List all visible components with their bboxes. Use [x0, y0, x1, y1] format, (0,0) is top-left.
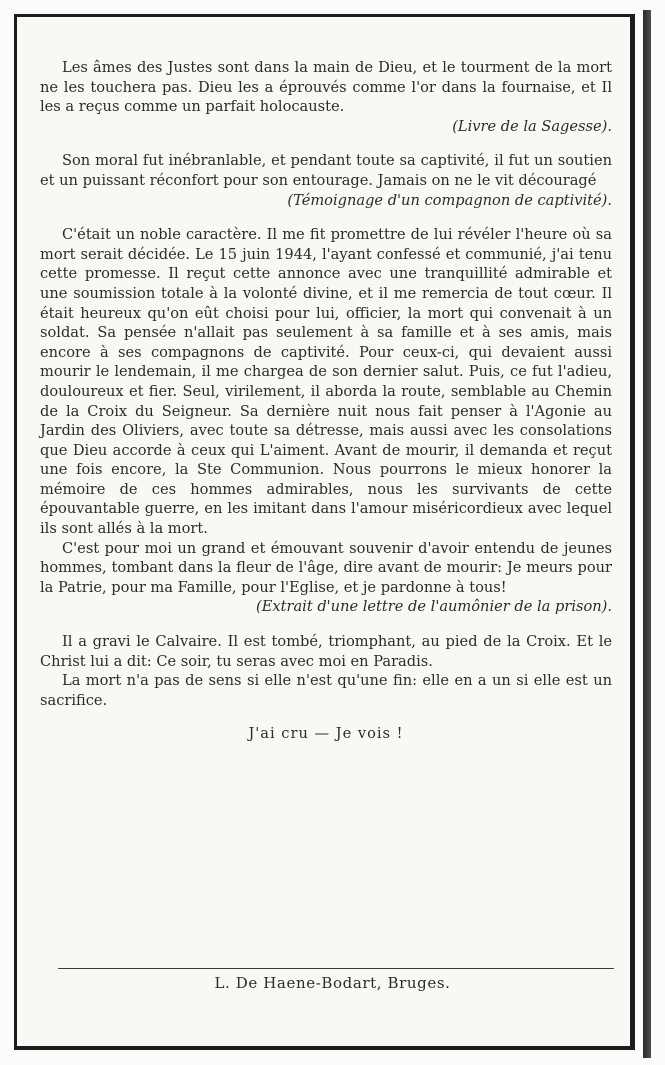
card-edge-shadow: [643, 10, 651, 1058]
letter-paragraph-2: C'est pour moi un grand et émouvant souvenir d'avoir entendu de jeunes hommes, tombant dans la fleur de l'âge, dire avant de mourir: Je meurs pour la Patrie, pour ma Famille, pour l'Eglise, et je pardonne à tous!: [40, 539, 612, 596]
letter-source: (Extrait d'une lettre de l'aumônier de la prison).: [256, 598, 612, 616]
reflection-paragraph-1: Il a gravi le Calvaire. Il est tombé, triomphant, au pied de la Croix. Et le Christ lui a dit: Ce soir, tu seras avec moi en Paradis.: [40, 633, 612, 670]
printer-credit: L. De Haene-Bodart, Bruges.: [214, 974, 451, 992]
quote-testimony: Son moral fut inébranlable, et pendant toute sa captivité, il fut un soutien et un puissant réconfort pour son entourage. Jamais on ne le vit découragé: [40, 152, 612, 189]
closing-line: J'ai cru — Je vois !: [248, 725, 404, 743]
quote-testimony-source: (Témoignage d'un compagnon de captivité).: [287, 191, 612, 209]
letter-paragraph-1: C'était un noble caractère. Il me fit promettre de lui révéler l'heure où sa mort serait décidée. Le 15 juin 1944, l'ayant confessé et communié, j'ai tenu cette promesse. Il reçut cette annonce avec une tranquillité admirable et une soumission totale à la volonté divine, et il me remercia de tout cœur. Il était heureux qu'on eût choisi pour lui, officier, la mort qui convenait à un soldat. Sa pensée n'allait pas seulement à sa famille et à ses amis, mais encore à ses compagnons de captivité. Pour ceux-ci, qui devaient aussi mourir le lendemain, il me chargea de son dernier salut. Puis, ce fut l'adieu, douloureux et fier. Seul, virilement, il aborda la route, semblable au Chemin de la Croix du Seigneur. Sa dernière nuit nous fait penser à l'Agonie au Jardin des Oliviers, avec toute sa détresse, mais aussi avec les consolations que Dieu accorde à ceux qui L'aiment. Avant de mourir, il demanda et reçut une fois encore, la Ste Communion. Nous pourrons le mieux honorer la mémoire de ces hommes admirables, nous les survivants de cette épouvantable guerre, en les imitant dans l'amour miséricordieux avec lequel ils sont allés à la mort.: [40, 226, 612, 538]
divider: [58, 968, 614, 969]
quote-wisdom-source: (Livre de la Sagesse).: [452, 117, 612, 135]
quote-wisdom: Les âmes des Justes sont dans la main de Dieu, et le tourment de la mort ne les touchera pas. Dieu les a éprouvés comme l'or dans la fournaise, et Il les a reçus comme un parfait holocauste.: [40, 59, 612, 116]
reflection-paragraph-2: La mort n'a pas de sens si elle n'est qu'une fin: elle en a un si elle est un sacrifice.: [40, 672, 612, 709]
card-text: [40, 58, 612, 744]
